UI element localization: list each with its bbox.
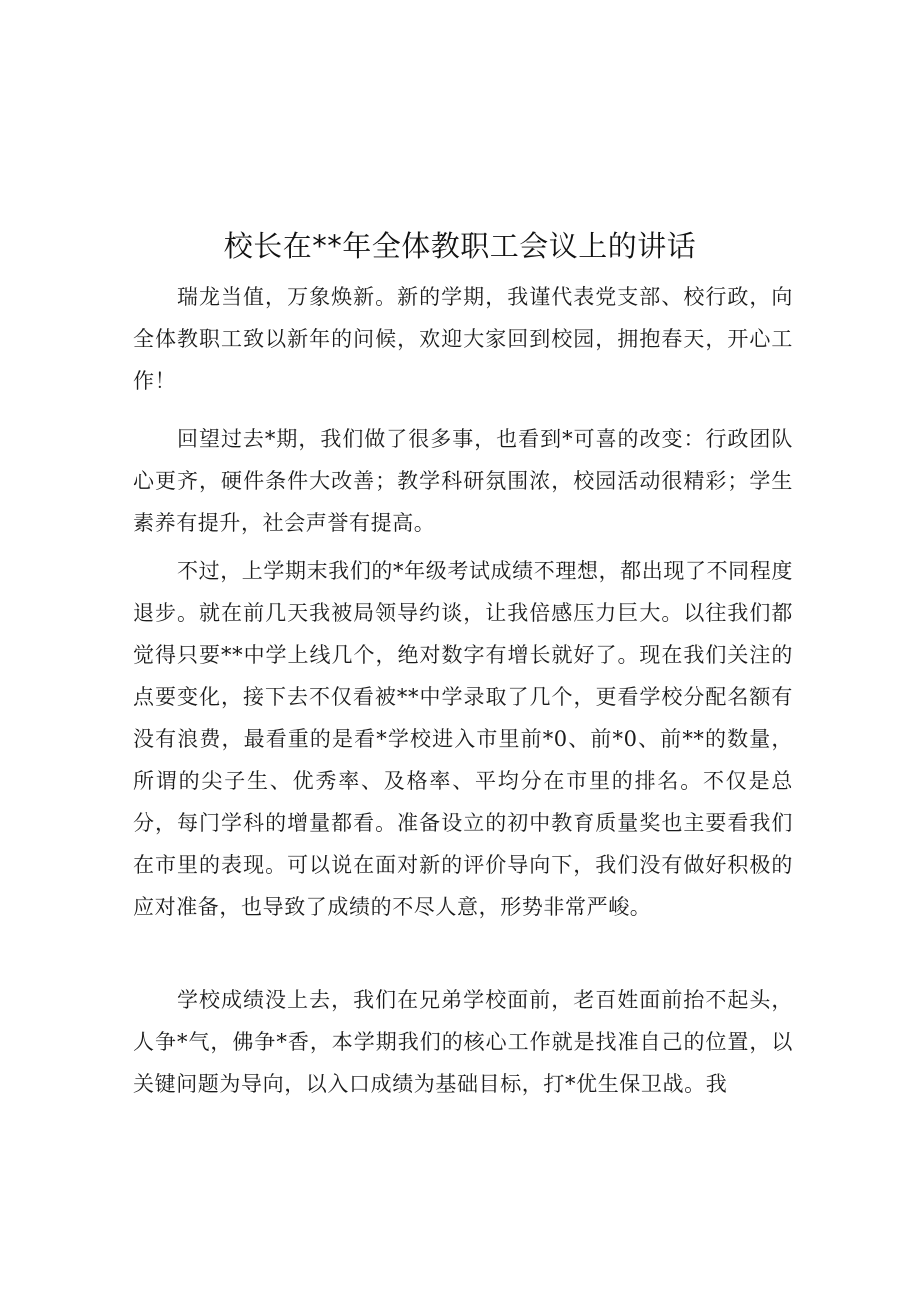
paragraph-review: 回望过去*期，我们做了很多事，也看到*可喜的改变：行政团队心更齐，硬件条件大改善；教学科研氛围浓，校园活动很精彩；学生素养有提升，社会声誉有提高。	[133, 427, 793, 535]
paragraph-problems: 不过，上学期末我们的*年级考试成绩不理想，都出现了不同程度退步。就在前几天我被局领导约谈，让我倍感压力巨大。以往我们都觉得只要**中学上线几个，绝对数字有增长就好了。现在我们关注的点要变化，接下去不仅看被**中学录取了几个，更看学校分配名额有没有浪费，最看重的是看*学校进入市里前*0、前*0、前**的数量，所谓的尖子生、优秀率、及格率、平均分在市里的排名。不仅是总分，每门学科的增量都看。准备设立的初中教育质量奖也主要看我们在市里的表现。可以说在面对新的评价导向下，我们没有做好积极的应对准备，也导致了成绩的不尽人意，形势非常严峻。	[133, 559, 793, 919]
paragraph-greeting: 瑞龙当值，万象焕新。新的学期，我谨代表党支部、校行政，向全体教职工致以新年的问候，欢迎大家回到校园，拥抱春天，开心工作！	[133, 285, 793, 393]
paragraph-core-work: 学校成绩没上去，我们在兄弟学校面前，老百姓面前抬不起头，人争*气，佛争*香，本学期我们的核心工作就是找准自己的位置，以关键问题为导向，以入口成绩为基础目标，打*优生保卫战。我	[133, 988, 793, 1096]
document-title: 校长在**年全体教职工会议上的讲话	[223, 229, 697, 263]
